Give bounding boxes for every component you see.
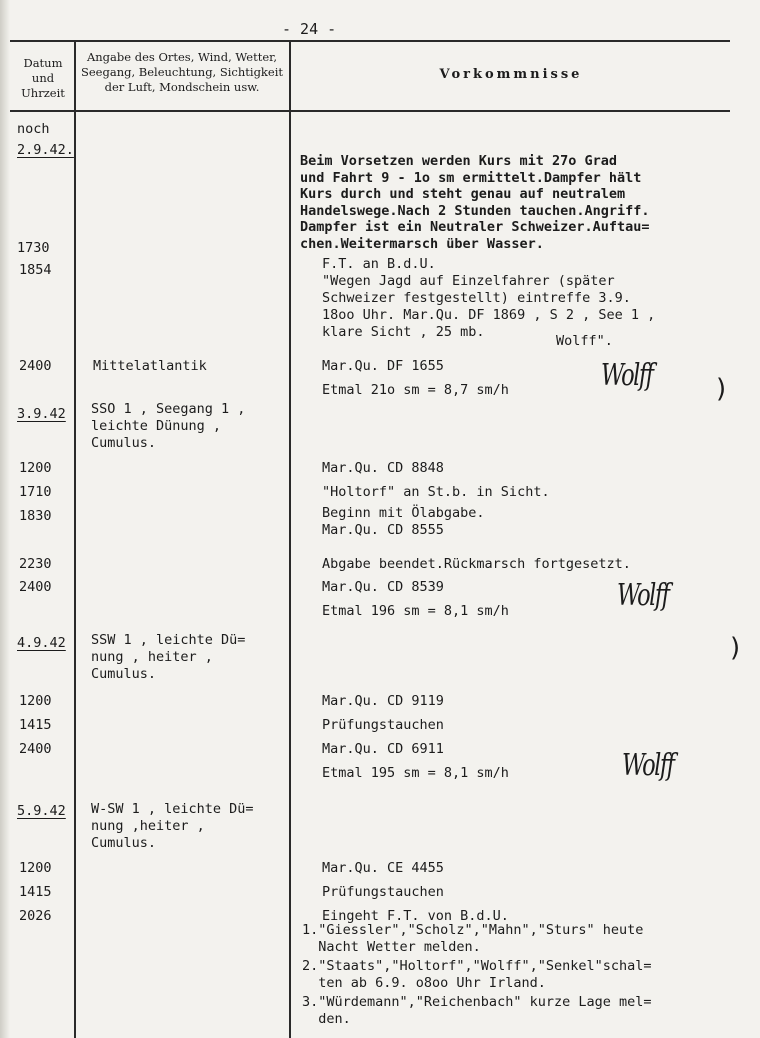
top-rule	[10, 40, 730, 42]
event-ship-sighted: "Holtorf" an St.b. in Sicht.	[322, 484, 550, 500]
event-position: Mar.Qu. CD 8848	[322, 460, 444, 476]
time-1730: 1730	[17, 240, 50, 256]
time-1854: 1854	[19, 262, 52, 278]
column-divider-2	[289, 40, 291, 1038]
radio-item-1: 1."Giessler","Scholz","Mahn","Sturs" heute Nacht Wetter melden.	[302, 922, 644, 955]
column-divider-1	[74, 40, 76, 1038]
radio-item-2: 2."Staats","Holtorf","Wolff","Senkel"schal= ten ab 6.9. o8oo Uhr Irland.	[302, 958, 652, 991]
radio-message-signature: Wolff".	[556, 333, 613, 349]
date-2-9-42: 2.9.42.	[17, 142, 74, 158]
event-daily-run: Etmal 195 sm = 8,1 sm/h	[322, 765, 509, 781]
event-transfer-complete: Abgabe beendet.Rückmarsch fortgesetzt.	[322, 556, 631, 572]
event-daily-run: Etmal 196 sm = 8,1 sm/h	[322, 603, 509, 619]
page-edge-shadow	[0, 0, 10, 1038]
time-2026: 2026	[19, 908, 52, 924]
radio-item-3: 3."Würdemann","Reichenbach" kurze Lage mel= den.	[302, 994, 652, 1027]
page-number: - 24 -	[282, 20, 337, 38]
handwritten-signature: Wolff	[622, 748, 674, 783]
time-2400: 2400	[19, 579, 52, 595]
date-continued-label: noch	[17, 121, 50, 137]
event-test-dive: Prüfungstauchen	[322, 717, 444, 733]
event-radio-message: F.T. an B.d.U. "Wegen Jagd auf Einzelfahrer (später Schweizer festgestellt) eintreffe 3.9. 18oo Uhr. Mar.Qu. DF 1869 , S 2 , See 1 , klare Sicht , 25 mb.	[322, 256, 656, 340]
event-attack-report: Beim Vorsetzen werden Kurs mit 27o Grad und Fahrt 9 - 1o sm ermittelt.Dampfer hält Kurs durch und steht genau auf neutralem Handelswege.Nach 2 Stunden tauchen.Angriff. Dampfer ist ein Neutraler Schweizer.Auftau= chen.Weitermarsch über Wasser.	[300, 153, 650, 252]
event-position: Mar.Qu. DF 1655	[322, 358, 444, 374]
date-3-9-42: 3.9.42	[17, 406, 66, 422]
header-location-weather: Angabe des Ortes, Wind, Wetter, Seegang, Beleuchtung, Sichtigkeit der Luft, Mondschein usw.	[80, 50, 284, 94]
time-1830: 1830	[19, 508, 52, 524]
time-1200: 1200	[19, 693, 52, 709]
margin-bracket-mark: )	[730, 633, 741, 663]
handwritten-signature: Wolff	[601, 358, 653, 393]
time-2230: 2230	[19, 556, 52, 572]
weather-4-9: SSW 1 , leichte Dü= nung , heiter , Cumulus.	[91, 632, 246, 682]
weather-5-9: W-SW 1 , leichte Dü= nung ,heiter , Cumulus.	[91, 801, 254, 851]
event-test-dive: Prüfungstauchen	[322, 884, 444, 900]
date-5-9-42: 5.9.42	[17, 803, 66, 819]
time-1200: 1200	[19, 860, 52, 876]
time-1415: 1415	[19, 717, 52, 733]
header-date-time: Datum und Uhrzeit	[21, 56, 65, 100]
weather-3-9: SSO 1 , Seegang 1 , leichte Dünung , Cumulus.	[91, 401, 246, 451]
event-position: Mar.Qu. CE 4455	[322, 860, 444, 876]
event-oil-transfer: Beginn mit Ölabgabe. Mar.Qu. CD 8555	[322, 505, 485, 538]
header-rule	[10, 110, 730, 112]
time-1710: 1710	[19, 484, 52, 500]
time-2400: 2400	[19, 358, 52, 374]
header-events: Vorkommnisse	[439, 67, 583, 82]
location-mid-atlantic: Mittelatlantik	[93, 358, 207, 374]
time-1200: 1200	[19, 460, 52, 476]
event-position: Mar.Qu. CD 6911	[322, 741, 444, 757]
event-position: Mar.Qu. CD 8539	[322, 579, 444, 595]
event-incoming-radio: Eingeht F.T. von B.d.U.	[322, 908, 509, 924]
date-4-9-42: 4.9.42	[17, 635, 66, 651]
event-position: Mar.Qu. CD 9119	[322, 693, 444, 709]
time-1415: 1415	[19, 884, 52, 900]
event-daily-run: Etmal 21o sm = 8,7 sm/h	[322, 382, 509, 398]
handwritten-signature: Wolff	[617, 578, 669, 613]
margin-bracket-mark: )	[716, 374, 727, 404]
time-2400: 2400	[19, 741, 52, 757]
